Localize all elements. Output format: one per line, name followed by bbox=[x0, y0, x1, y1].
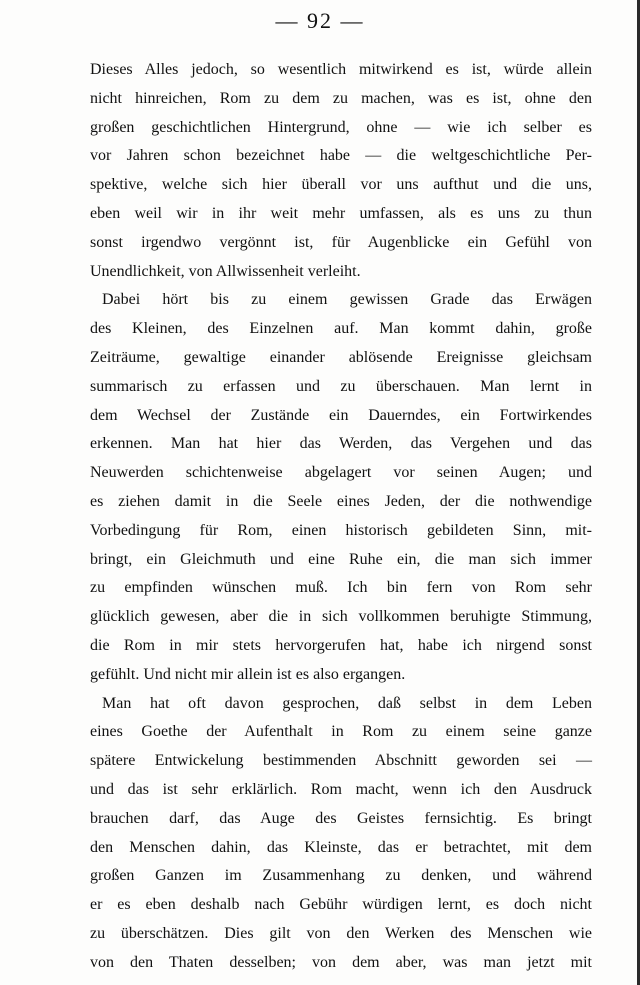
text-line: summarisch zu erfassen und zu überschauen. Man lernt in bbox=[90, 377, 592, 395]
text-line: Unendlichkeit, von Allwissenheit verleiht. bbox=[90, 262, 361, 280]
text-line: Dabei hört bis zu einem gewissen Grade das Erwägen bbox=[102, 291, 592, 309]
text-line: von den Thaten desselben; von dem aber, was man jetzt mit bbox=[90, 953, 592, 971]
text-line: des Kleinen, des Einzelnen auf. Man kommt dahin, große bbox=[90, 320, 592, 338]
text-line: dem Wechsel der Zustände ein Dauerndes, ein Fortwirkendes bbox=[90, 406, 592, 424]
text-line: Man hat oft davon gesprochen, daß selbst in dem Leben bbox=[102, 694, 592, 712]
paragraph bbox=[90, 690, 592, 978]
text-line: zu empfinden wünschen muß. Ich bin fern von Rom sehr bbox=[90, 579, 592, 597]
text-line: spektive, welche sich hier überall vor uns aufthut und die uns, bbox=[90, 176, 592, 194]
text-line: Vorbedingung für Rom, einen historisch gebildeten Sinn, mit- bbox=[90, 521, 592, 539]
text-line: Zeiträume, gewaltige einander ablösende Ereignisse gleichsam bbox=[90, 348, 592, 366]
text-line: zu überschätzen. Dies gilt von den Werken des Menschen wie bbox=[90, 924, 592, 942]
text-line: großen Ganzen im Zusammenhang zu denken, und während bbox=[90, 867, 592, 885]
page-body-text bbox=[90, 56, 592, 978]
paragraph bbox=[90, 286, 592, 689]
text-line: es ziehen damit in die Seele eines Jeden, der die nothwendige bbox=[90, 492, 592, 510]
text-line: die Rom in mir stets hervorgerufen hat, habe ich nirgend sonst bbox=[90, 636, 592, 654]
text-line: eines Goethe der Aufenthalt in Rom zu einem seine ganze bbox=[90, 723, 592, 741]
text-line: eben weil wir in ihr weit mehr umfassen, als es uns zu thun bbox=[90, 204, 592, 222]
text-line: erkennen. Man hat hier das Werden, das Vergehen und das bbox=[90, 435, 592, 453]
text-line: großen geschichtlichen Hintergrund, ohne — wie ich selber es bbox=[90, 118, 592, 136]
text-line: Neuwerden schichtenweise abgelagert vor seinen Augen; und bbox=[90, 464, 592, 482]
text-line: Dieses Alles jedoch, so wesentlich mitwirkend es ist, würde allein bbox=[90, 61, 592, 78]
text-line: vor Jahren schon bezeichnet habe — die weltgeschichtliche Per- bbox=[90, 147, 592, 165]
page-number: — 92 — bbox=[275, 8, 365, 33]
text-line: er es eben deshalb nach Gebühr würdigen lernt, es doch nicht bbox=[90, 896, 592, 914]
text-line: glücklich gewesen, aber die in sich vollkommen beruhigte Stimmung, bbox=[90, 608, 592, 626]
text-line: und das ist sehr erklärlich. Rom macht, wenn ich den Ausdruck bbox=[90, 780, 592, 798]
text-line: brauchen darf, das Auge des Geistes fernsichtig. Es bringt bbox=[90, 809, 592, 827]
text-line: spätere Entwickelung bestimmenden Abschnitt geworden sei — bbox=[90, 752, 592, 770]
text-line: gefühlt. Und nicht mir allein ist es also ergangen. bbox=[90, 665, 406, 683]
text-line: bringt, ein Gleichmuth und eine Ruhe ein, die man sich immer bbox=[90, 550, 592, 568]
text-line: nicht hinreichen, Rom zu dem zu machen, was es ist, ohne den bbox=[90, 89, 592, 107]
text-line: den Menschen dahin, das Kleinste, das er betrachtet, mit dem bbox=[90, 838, 592, 856]
paragraph bbox=[90, 56, 592, 286]
text-line: sonst irgendwo vergönnt ist, für Augenblicke ein Gefühl von bbox=[90, 233, 592, 251]
